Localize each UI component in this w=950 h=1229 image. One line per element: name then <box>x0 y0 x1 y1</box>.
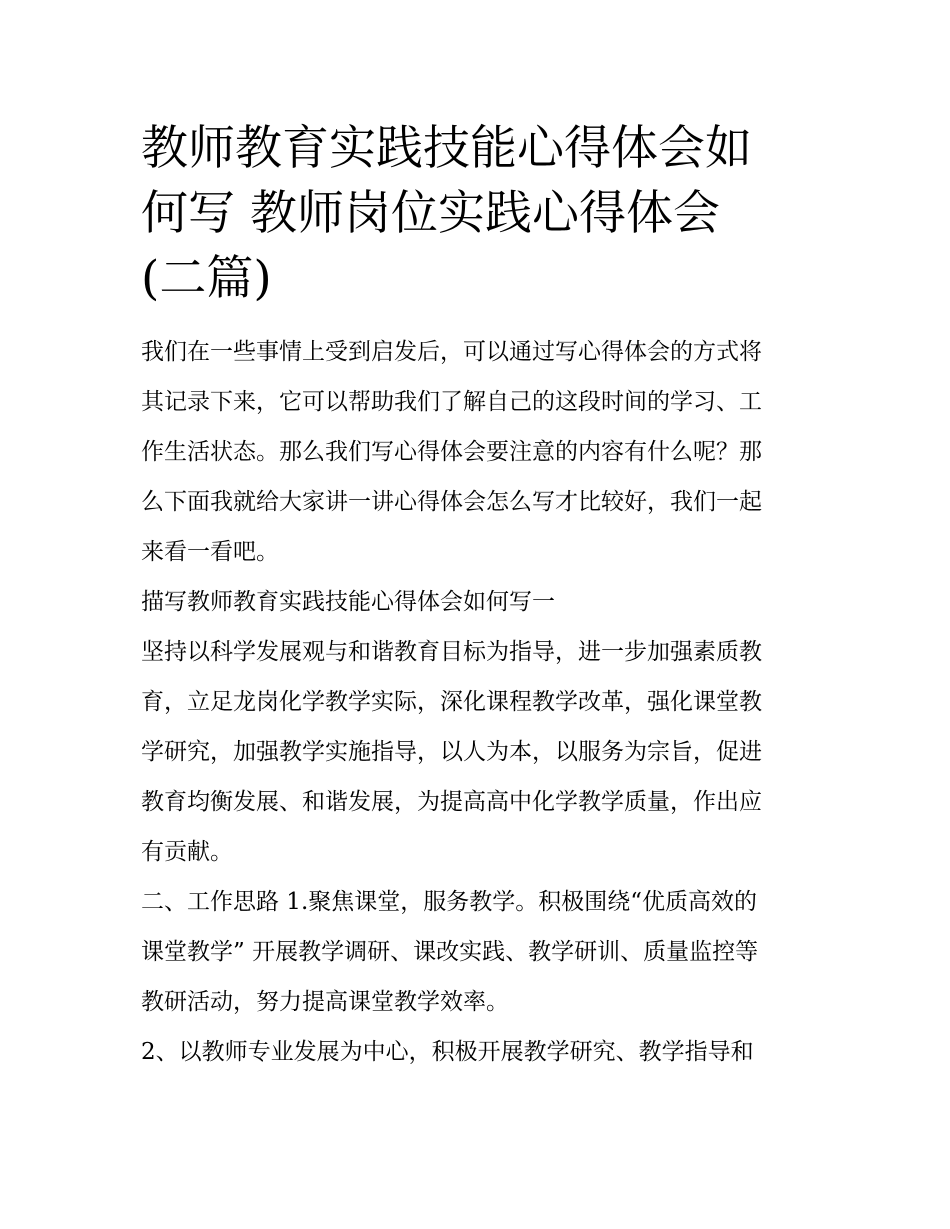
text-line: 坚持以科学发展观与和谐教育目标为指导，进一步加强素质教 <box>141 639 762 665</box>
text-line: 育，立足龙岗化学教学实际，深化课程教学改革，强化课堂教 <box>141 689 762 715</box>
text-line: 2、以教师专业发展为中心，积极开展教学研究、教学指导和 <box>141 1039 754 1065</box>
text-line: 其记录下来，它可以帮助我们了解自己的这段时间的学习、工 <box>141 389 762 415</box>
section-heading <box>141 577 821 627</box>
work-ideas-paragraph <box>141 877 821 1027</box>
title-line: 何写 教师岗位实践心得体会 <box>141 186 720 241</box>
text-line: 有贡献。 <box>141 839 233 865</box>
text-line: 描写教师教育实践技能心得体会如何写一 <box>141 589 555 615</box>
text-line: 作生活状态。那么我们写心得体会要注意的内容有什么呢？那 <box>141 439 762 465</box>
intro-paragraph <box>141 327 821 577</box>
title-line: (二篇) <box>141 251 272 306</box>
guiding-paragraph <box>141 627 821 877</box>
text-line: 来看一看吧。 <box>141 539 279 565</box>
document-content <box>141 116 821 1077</box>
text-line: 教研活动，努力提高课堂教学效率。 <box>141 989 509 1015</box>
text-line: 我们在一些事情上受到启发后，可以通过写心得体会的方式将 <box>141 339 762 365</box>
title-line: 教师教育实践技能心得体会如 <box>141 121 752 176</box>
text-line: 二、工作思路 1.聚焦课堂，服务教学。积极围绕“优质高效的 <box>141 889 758 915</box>
text-line: 教育均衡发展、和谐发展，为提高高中化学教学质量，作出应 <box>141 789 762 815</box>
text-line: 课堂教学” 开展教学调研、课改实践、教学研训、质量监控等 <box>141 939 759 965</box>
item-two-paragraph <box>141 1027 821 1077</box>
text-line: 学研究，加强教学实施指导，以人为本，以服务为宗旨，促进 <box>141 739 762 765</box>
document-title <box>141 116 821 311</box>
document-body <box>141 327 821 1077</box>
text-line: 么下面我就给大家讲一讲心得体会怎么写才比较好，我们一起 <box>141 489 762 515</box>
